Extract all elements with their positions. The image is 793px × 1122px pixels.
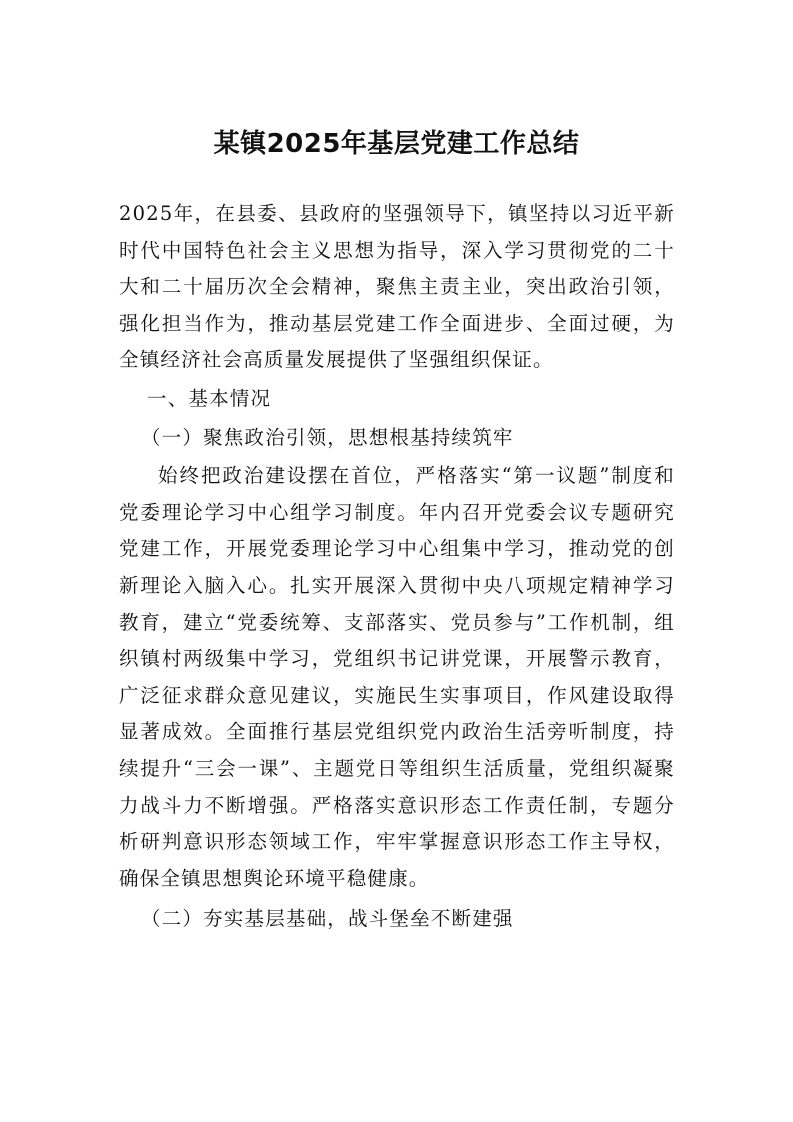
intro-paragraph: 2025年，在县委、县政府的坚强领导下，镇坚持以习近平新时代中国特色社会主义思想为指导，深入学习贯彻党的二十大和二十届历次全会精神，聚焦主责主业，突出政治引领，强化担当作为，推动基层党建工作全面进步、全面过硬，为全镇经济社会高质量发展提供了坚强组织保证。 xyxy=(119,202,675,372)
subsection-heading-grassroots-foundation: （二）夯实基层基础，战斗堡垒不断建强 xyxy=(141,907,514,931)
subsection-body-political-leadership: 始终把政治建设摆在首位，严格落实“第一议题”制度和党委理论学习中心组学习制度。年内召开党委会议专题研究党建工作，开展党委理论学习中心组集中学习，推动党的创新理论入脑入心。扎实开展深入贯彻中央八项规定精神学习教育，建立“党委统筹、支部落实、党员参与”工作机制，组织镇村两级集中学习，党组织书记讲党课，开展警示教育，广泛征求群众意见建议，实施民生实事项目，作风建设取得显著成效。全面推行基层党组织党内政治生活旁听制度，持续提升“三会一课”、主题党日等组织生活质量，党组织凝聚力战斗力不断增强。严格落实意识形态工作责任制，专题分析研判意识形态领域工作，牢牢掌握意识形态工作主导权，确保全镇思想舆论环境平稳健康。 xyxy=(119,464,675,890)
document-title: 某镇2025年基层党建工作总结 xyxy=(213,129,580,159)
section-heading-basic-situation: 一、基本情况 xyxy=(147,386,272,410)
document-body xyxy=(119,196,675,938)
subsection-heading-political-leadership: （一）聚焦政治引领，思想根基持续筑牢 xyxy=(141,425,514,449)
